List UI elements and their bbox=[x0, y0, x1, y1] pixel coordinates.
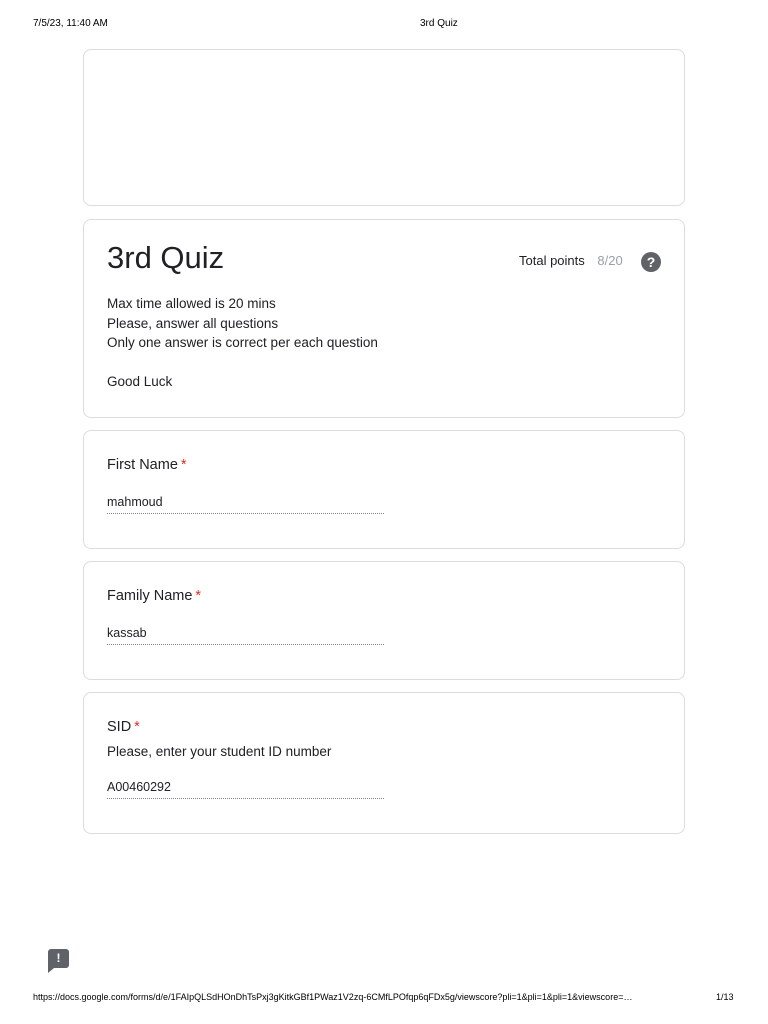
description-line: Good Luck bbox=[107, 373, 173, 389]
description-line: Only one answer is correct per each question bbox=[107, 335, 378, 351]
question-label bbox=[107, 719, 140, 735]
total-points-value: 8/20 bbox=[597, 253, 623, 268]
total-points bbox=[519, 253, 623, 268]
form-description bbox=[107, 294, 378, 391]
help-circle-icon[interactable]: ? bbox=[641, 252, 661, 272]
form-title: 3rd Quiz bbox=[107, 240, 225, 275]
question-title: SID bbox=[107, 719, 132, 735]
question-label bbox=[107, 457, 187, 473]
question-label bbox=[107, 588, 201, 604]
question-first-name bbox=[83, 430, 685, 549]
feedback-icon[interactable]: ! bbox=[48, 949, 69, 968]
description-line: Max time allowed is 20 mins bbox=[107, 296, 276, 311]
question-title: Family Name bbox=[107, 588, 193, 604]
sid-answer[interactable]: A00460292 bbox=[107, 778, 384, 799]
question-help-text: Please, enter your student ID number bbox=[107, 744, 332, 759]
print-header-date: 7/5/23, 11:40 AM bbox=[33, 18, 108, 29]
print-header-title: 3rd Quiz bbox=[420, 18, 458, 29]
required-asterisk: * bbox=[195, 588, 202, 604]
question-family-name bbox=[83, 561, 685, 680]
required-asterisk: * bbox=[134, 719, 140, 735]
header-banner-card bbox=[83, 49, 685, 206]
form-title-card bbox=[83, 219, 685, 418]
description-line: Please, answer all questions bbox=[107, 315, 279, 331]
question-sid bbox=[83, 692, 685, 834]
print-footer-url: https://docs.google.com/forms/d/e/1FAIpQLSdHOnDhTsPxj3gKitkGBf1PWaz1V2zq-6CMfLPOfqp6qFDx5g/viewscore?pli=1&pli=1&pli=1&viewscore=… bbox=[33, 992, 633, 1002]
question-title: First Name bbox=[107, 457, 178, 473]
first-name-answer[interactable]: mahmoud bbox=[107, 493, 384, 514]
total-points-label: Total points bbox=[519, 253, 585, 268]
family-name-answer[interactable]: kassab bbox=[107, 624, 384, 645]
print-footer-page: 1/13 bbox=[716, 992, 734, 1002]
required-asterisk: * bbox=[180, 457, 187, 473]
description-spacer bbox=[107, 353, 378, 372]
